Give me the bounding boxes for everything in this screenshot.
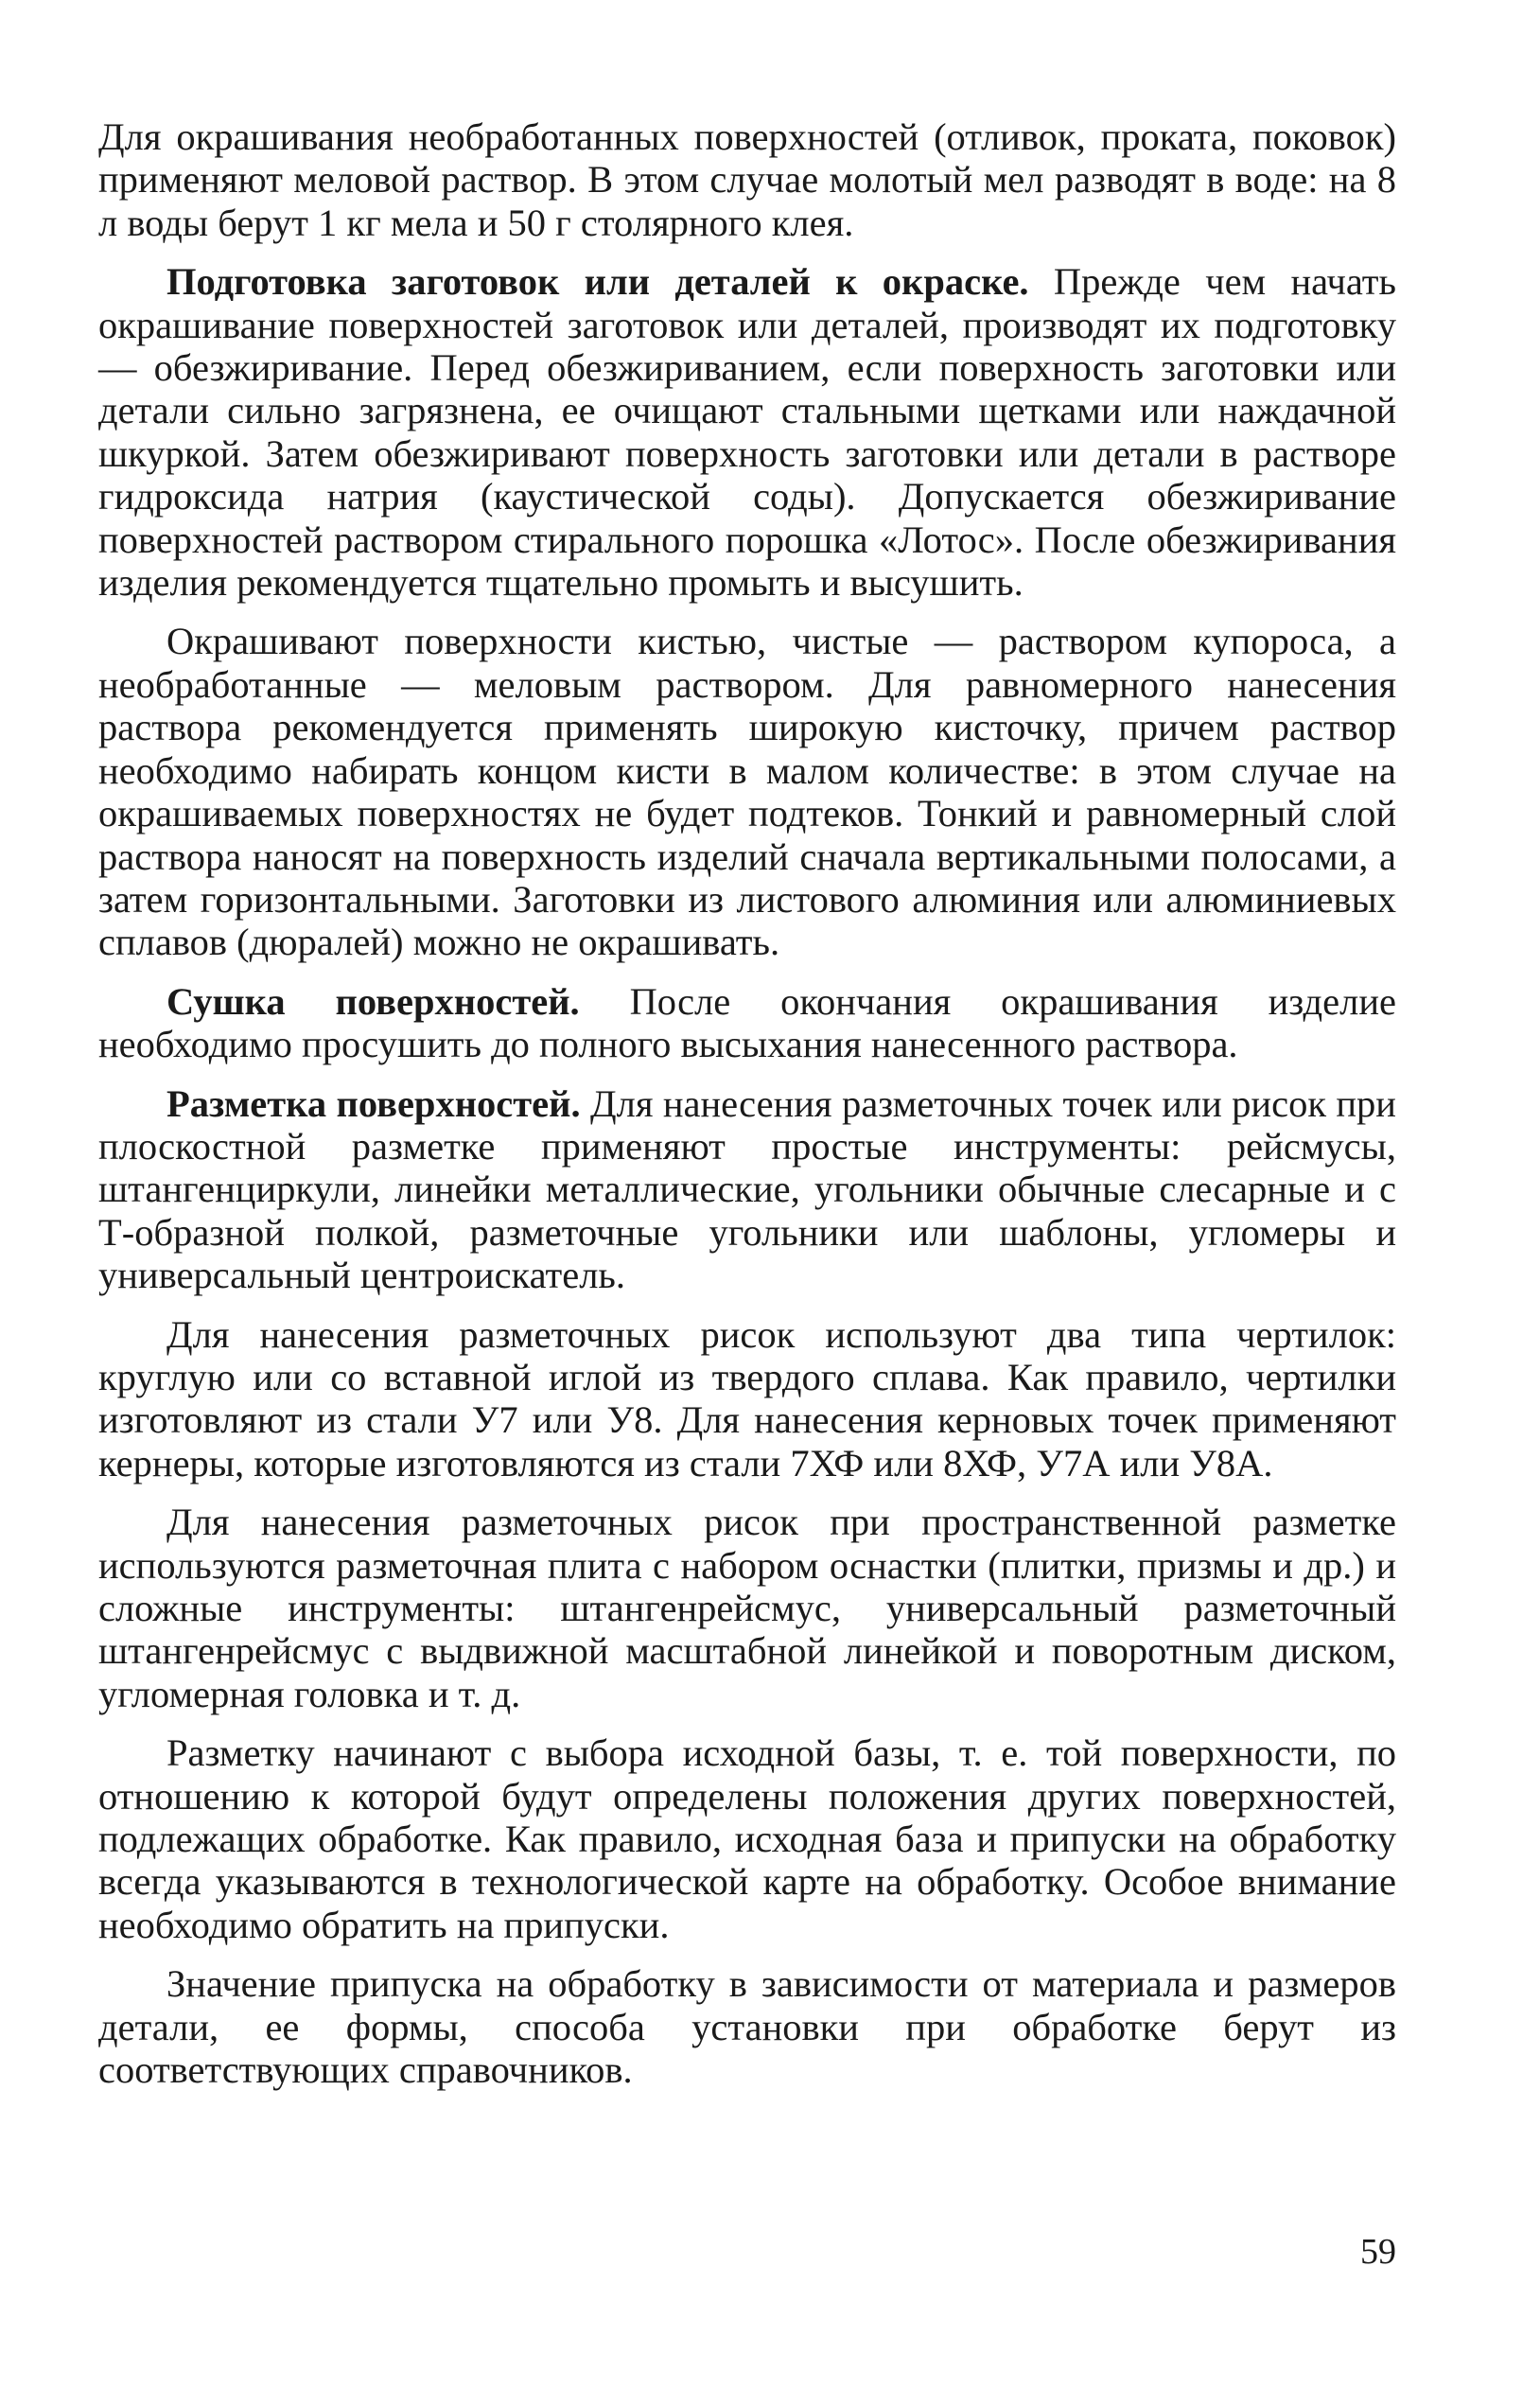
paragraph-text: После окончания окрашивания изделие необходимо просушить до полного высыхания нанесенного раствора. xyxy=(98,979,1396,1066)
section-heading: Разметка поверхностей. xyxy=(166,1081,581,1125)
paragraph-preparation xyxy=(98,260,1396,604)
paragraph-scribers xyxy=(98,1313,1396,1485)
paragraph-spatial-marking xyxy=(98,1501,1396,1715)
paragraph-text: Значение припуска на обработку в зависимости от материала и размеров детали, ее формы, способа установки при обработке берут из соответствующих справочников. xyxy=(98,1962,1396,2092)
paragraph-drying xyxy=(98,980,1396,1066)
paragraph-text: Для нанесения разметочных рисок используют два типа чертилок: круглую или со вставной иглой из твердого сплава. Как правило, чертилки изготовляют из стали У7 или У8. Для нанесения керновых точек применяют кернеры, которые изготовляются из стали 7ХФ или 8ХФ, У7А или У8А. xyxy=(98,1312,1396,1484)
paragraph-chalk-solution xyxy=(98,115,1396,244)
page-number: 59 xyxy=(1360,2232,1396,2272)
page-body xyxy=(98,115,1396,2107)
section-heading: Сушка поверхностей. xyxy=(166,979,580,1023)
paragraph-allowance xyxy=(98,1962,1396,2091)
paragraph-marking xyxy=(98,1082,1396,1297)
paragraph-text: Окрашивают поверхности кистью, чистые — раствором купороса, а необработанные — меловым раствором. Для равномерного нанесения раствора рекомендуется применять широкую кисточку, причем раствор необходимо набирать концом кисти в малом количестве: в этом случае на окрашиваемых поверхностях не будет подтеков. Тонкий и равномерный слой раствора наносят на поверхность изделий сначала вертикальными полосами, а затем горизонтальными. Заготовки из листового алюминия или алюминиевых сплавов (дюралей) можно не окрашивать. xyxy=(98,620,1396,964)
paragraph-text: Прежде чем начать окрашивание поверхностей заготовок или деталей, производят их подготовку — обезжиривание. Перед обезжириванием, если поверхность заготовки или детали сильно загрязнена, ее очищают стальными щетками или наждачной шкуркой. Затем обезжиривают поверхность заготовки или детали в растворе гидроксида натрия (каустической соды). Допускается обезжиривание поверхностей раствором стирального порошка «Лотос». После обезжиривания изделия рекомендуется тщательно промыть и высушить. xyxy=(98,260,1396,605)
paragraph-text: Для нанесения разметочных точек или рисок при плоскостной разметке применяют простые инструменты: рейсмусы, штангенциркули, линейки металлические, угольники обычные слесарные и с Т-образной полкой, разметочные угольники или шаблоны, угломеры и универсальный центроискатель. xyxy=(98,1081,1396,1297)
section-heading: Подготовка заготовок или деталей к окраске. xyxy=(166,260,1029,304)
paragraph-text: Для окрашивания необработанных поверхностей (отливок, проката, поковок) применяют меловой раствор. В этом случае молотый мел разводят в воде: на 8 л воды берут 1 кг мела и 50 г столярного клея. xyxy=(98,115,1396,244)
paragraph-painting xyxy=(98,620,1396,963)
paragraph-text: Разметку начинают с выбора исходной базы, т. е. той поверхности, по отношению к которой будут определены положения других поверхностей, подлежащих обработке. Как правило, исходная база и припуски на обработку всегда указываются в технологической карте на обработку. Особое внимание необходимо обратить на припуски. xyxy=(98,1731,1396,1946)
paragraph-text: Для нанесения разметочных рисок при пространственной разметке используются разметочная плита с набором оснастки (плитки, призмы и др.) и сложные инструменты: штангенрейсмус, универсальный разметочный штангенрейсмус с выдвижной масштабной линейкой и поворотным диском, угломерная головка и т. д. xyxy=(98,1501,1396,1715)
paragraph-base-selection xyxy=(98,1731,1396,1946)
